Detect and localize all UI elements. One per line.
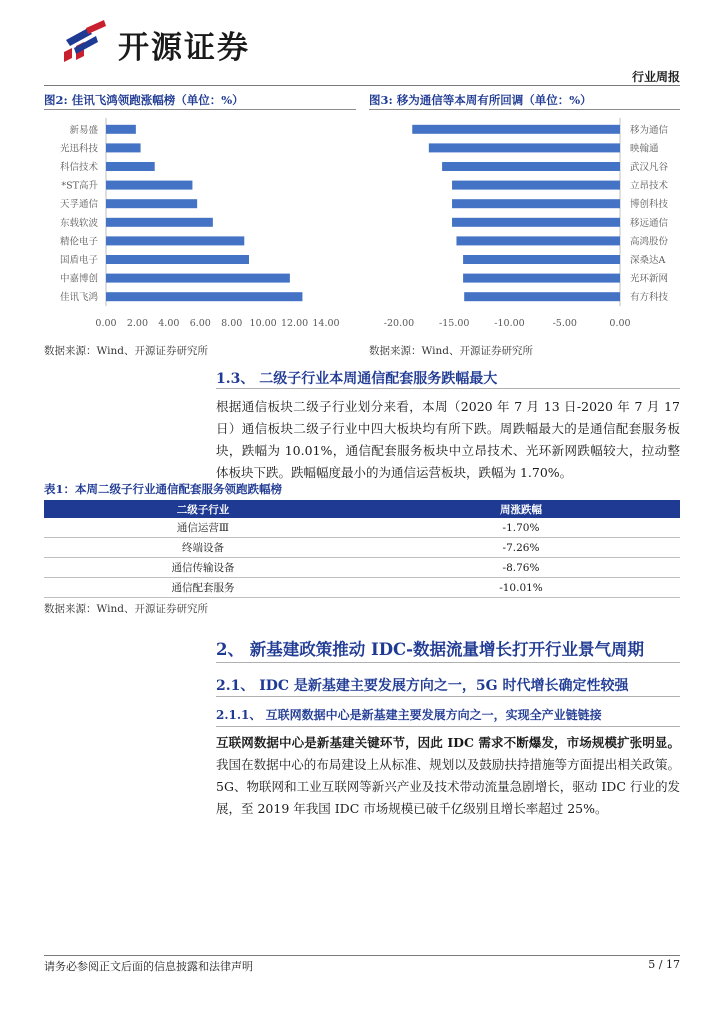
figure2-tick-label: 2.00: [126, 318, 149, 329]
report-type: 行业周报: [631, 70, 680, 84]
table-cell: 通信运营Ⅲ: [44, 518, 362, 538]
table-row: [44, 538, 680, 558]
table1-source: 数据来源：Wind、开源证券研究所: [44, 603, 208, 615]
figure2-bar: [106, 236, 244, 245]
section-2-rule: [216, 662, 680, 663]
figure2-category-label: 精伦电子: [59, 236, 98, 248]
footer-divider: [44, 955, 680, 956]
figure3-bar: [464, 292, 620, 301]
figure3-tick-label: -5.00: [552, 318, 577, 329]
figure3-source: 数据来源：Wind、开源证券研究所: [369, 345, 533, 357]
figure2-chart: [44, 112, 356, 334]
figure2-bar: [106, 274, 290, 283]
figure2-category-label: 中嘉博创: [59, 273, 98, 285]
section-1-3-rule: [216, 388, 680, 389]
figure2-bar: [106, 143, 141, 152]
figure2-bar: [106, 218, 213, 227]
table-header-cell: 二级子行业: [44, 500, 362, 518]
figure3-bar: [412, 125, 620, 134]
section-1-3-paragraph: 根据通信板块二级子行业划分来看，本周（2020 年 7 月 13 日-2020 年 7 月 17 日）通信板块二级子行业中四大板块均有所下跌。周跌幅最大的是通信配套服务板块，跌幅为 10.01%，通信配套服务板块中立昂技术、光环新网跌幅较大，拉动整体板块下跌。跌幅幅度最小的为通信运营板块，跌幅为 1.70%。: [216, 399, 680, 480]
figure3-category-label: 武汉凡谷: [630, 162, 669, 173]
footer-disclaimer: 请务必参阅正文后面的信息披露和法律声明: [44, 960, 253, 973]
figure2-bar: [106, 199, 197, 208]
figure3-tick-label: 0.00: [609, 318, 631, 329]
figure3-bar: [456, 236, 620, 245]
logo-mark-icon: [58, 18, 118, 64]
figure3-category-label: 高鸿股份: [630, 236, 669, 248]
figure3-category-label: 移为通信: [630, 124, 669, 136]
figure3-bar: [452, 218, 620, 227]
figure2-tick-label: 8.00: [221, 318, 243, 329]
table1-title: 表1：本周二级子行业通信配套服务领跑跌幅榜: [44, 482, 282, 496]
section-2-1-1-rule: [216, 726, 680, 727]
table-cell: -7.26%: [362, 538, 680, 558]
figure3-bar: [452, 199, 620, 208]
table-cell: -10.01%: [362, 578, 680, 598]
figure2-tick-label: 14.00: [312, 318, 340, 329]
figure2-category-label: 天孚通信: [59, 199, 98, 211]
table-cell: -1.70%: [362, 518, 680, 538]
section-2-body: 我国在数据中心的布局建设上从标准、规划以及鼓励扶持措施等方面提出相关政策。5G、物联网和工业互联网等新兴产业及技术带动流量急剧增长，驱动 IDC 行业的发展，至 2019 年我国 IDC 市场规模已破千亿级别且增长率超过 25%。: [216, 757, 680, 816]
figure3-bar: [442, 162, 620, 171]
figure2-tick-label: 0.00: [95, 318, 117, 329]
figure2-bar: [106, 292, 302, 301]
figure3-category-label: 立昂技术: [630, 180, 669, 192]
figure2-category-label: 佳讯飞鸿: [59, 292, 98, 304]
table-header-row: [44, 500, 680, 518]
figure2-tick-label: 4.00: [158, 318, 180, 329]
figure3-category-label: 深桑达A: [630, 255, 666, 266]
section-2-paragraph: [216, 732, 680, 820]
header-divider: [44, 85, 680, 86]
table-cell: 通信配套服务: [44, 578, 362, 598]
table-row: [44, 518, 680, 538]
company-name: 开源证券: [118, 30, 250, 66]
table1: [44, 500, 680, 598]
figure3-category-label: 光环新网: [630, 273, 669, 285]
figure2-bar: [106, 255, 249, 264]
table-row: [44, 578, 680, 598]
section-2-lead-sentence: 互联网数据中心是新基建关键环节，因此 IDC 需求不断爆发，市场规模扩张明显。: [216, 735, 680, 750]
figure2-category-label: *ST高升: [61, 180, 98, 192]
figure2-category-label: 光迅科技: [59, 143, 98, 155]
table-row: [44, 558, 680, 578]
table-header-cell: 周涨跌幅: [362, 500, 680, 518]
figure2-tick-label: 10.00: [249, 318, 277, 329]
figure2-bar: [106, 162, 155, 171]
figure3-category-label: 移远通信: [630, 217, 669, 229]
figure3-bar: [463, 255, 620, 264]
table-cell: -8.76%: [362, 558, 680, 578]
table-cell: 通信传输设备: [44, 558, 362, 578]
figure2-category-label: 新易盛: [69, 124, 98, 136]
section-1-3-heading: 1.3、 二级子行业本周通信配套服务跌幅最大: [216, 371, 498, 387]
figure3-tick-label: -10.00: [494, 318, 525, 329]
figure2-category-label: 科信技术: [59, 162, 98, 173]
figure3-title: 图3: 移为通信等本周有所回调（单位：%）: [369, 93, 592, 107]
figure3-category-label: 有方科技: [630, 292, 669, 304]
table-cell: 终端设备: [44, 538, 362, 558]
figure3-category-label: 博创科技: [630, 199, 669, 211]
figure3-bar: [452, 181, 620, 190]
figure2-tick-label: 12.00: [280, 318, 309, 329]
figure3-title-rule: [369, 109, 680, 110]
section-2-1-rule: [216, 696, 680, 697]
figure3-bar: [463, 274, 620, 283]
figure3-tick-label: -15.00: [439, 318, 470, 329]
section-2-1-1-heading: 2.1.1、 互联网数据中心是新基建主要发展方向之一，实现全产业链链接: [216, 708, 602, 722]
figure3-bar: [429, 143, 620, 152]
figure3-tick-label: -20.00: [383, 318, 415, 329]
figure2-source: 数据来源：Wind、开源证券研究所: [44, 345, 208, 357]
figure3-category-label: 映翰通: [630, 143, 659, 155]
figure2-title-rule: [44, 109, 356, 110]
figure2-tick-label: 6.00: [189, 318, 211, 329]
figure2-title: 图2: 佳讯飞鸿领跑涨幅榜（单位：%）: [44, 93, 244, 107]
page-number: 5 / 17: [648, 958, 680, 971]
figure2-category-label: 东载软波: [59, 217, 98, 229]
figure2-bar: [106, 181, 192, 190]
figure2-category-label: 国盾电子: [59, 255, 98, 266]
figure2-bar: [106, 125, 136, 134]
section-2-heading: 2、 新基建政策推动 IDC-数据流量增长打开行业景气周期: [216, 640, 644, 659]
section-2-1-heading: 2.1、 IDC 是新基建主要发展方向之一，5G 时代增长确定性较强: [216, 678, 629, 694]
figure3-chart: [369, 112, 680, 334]
